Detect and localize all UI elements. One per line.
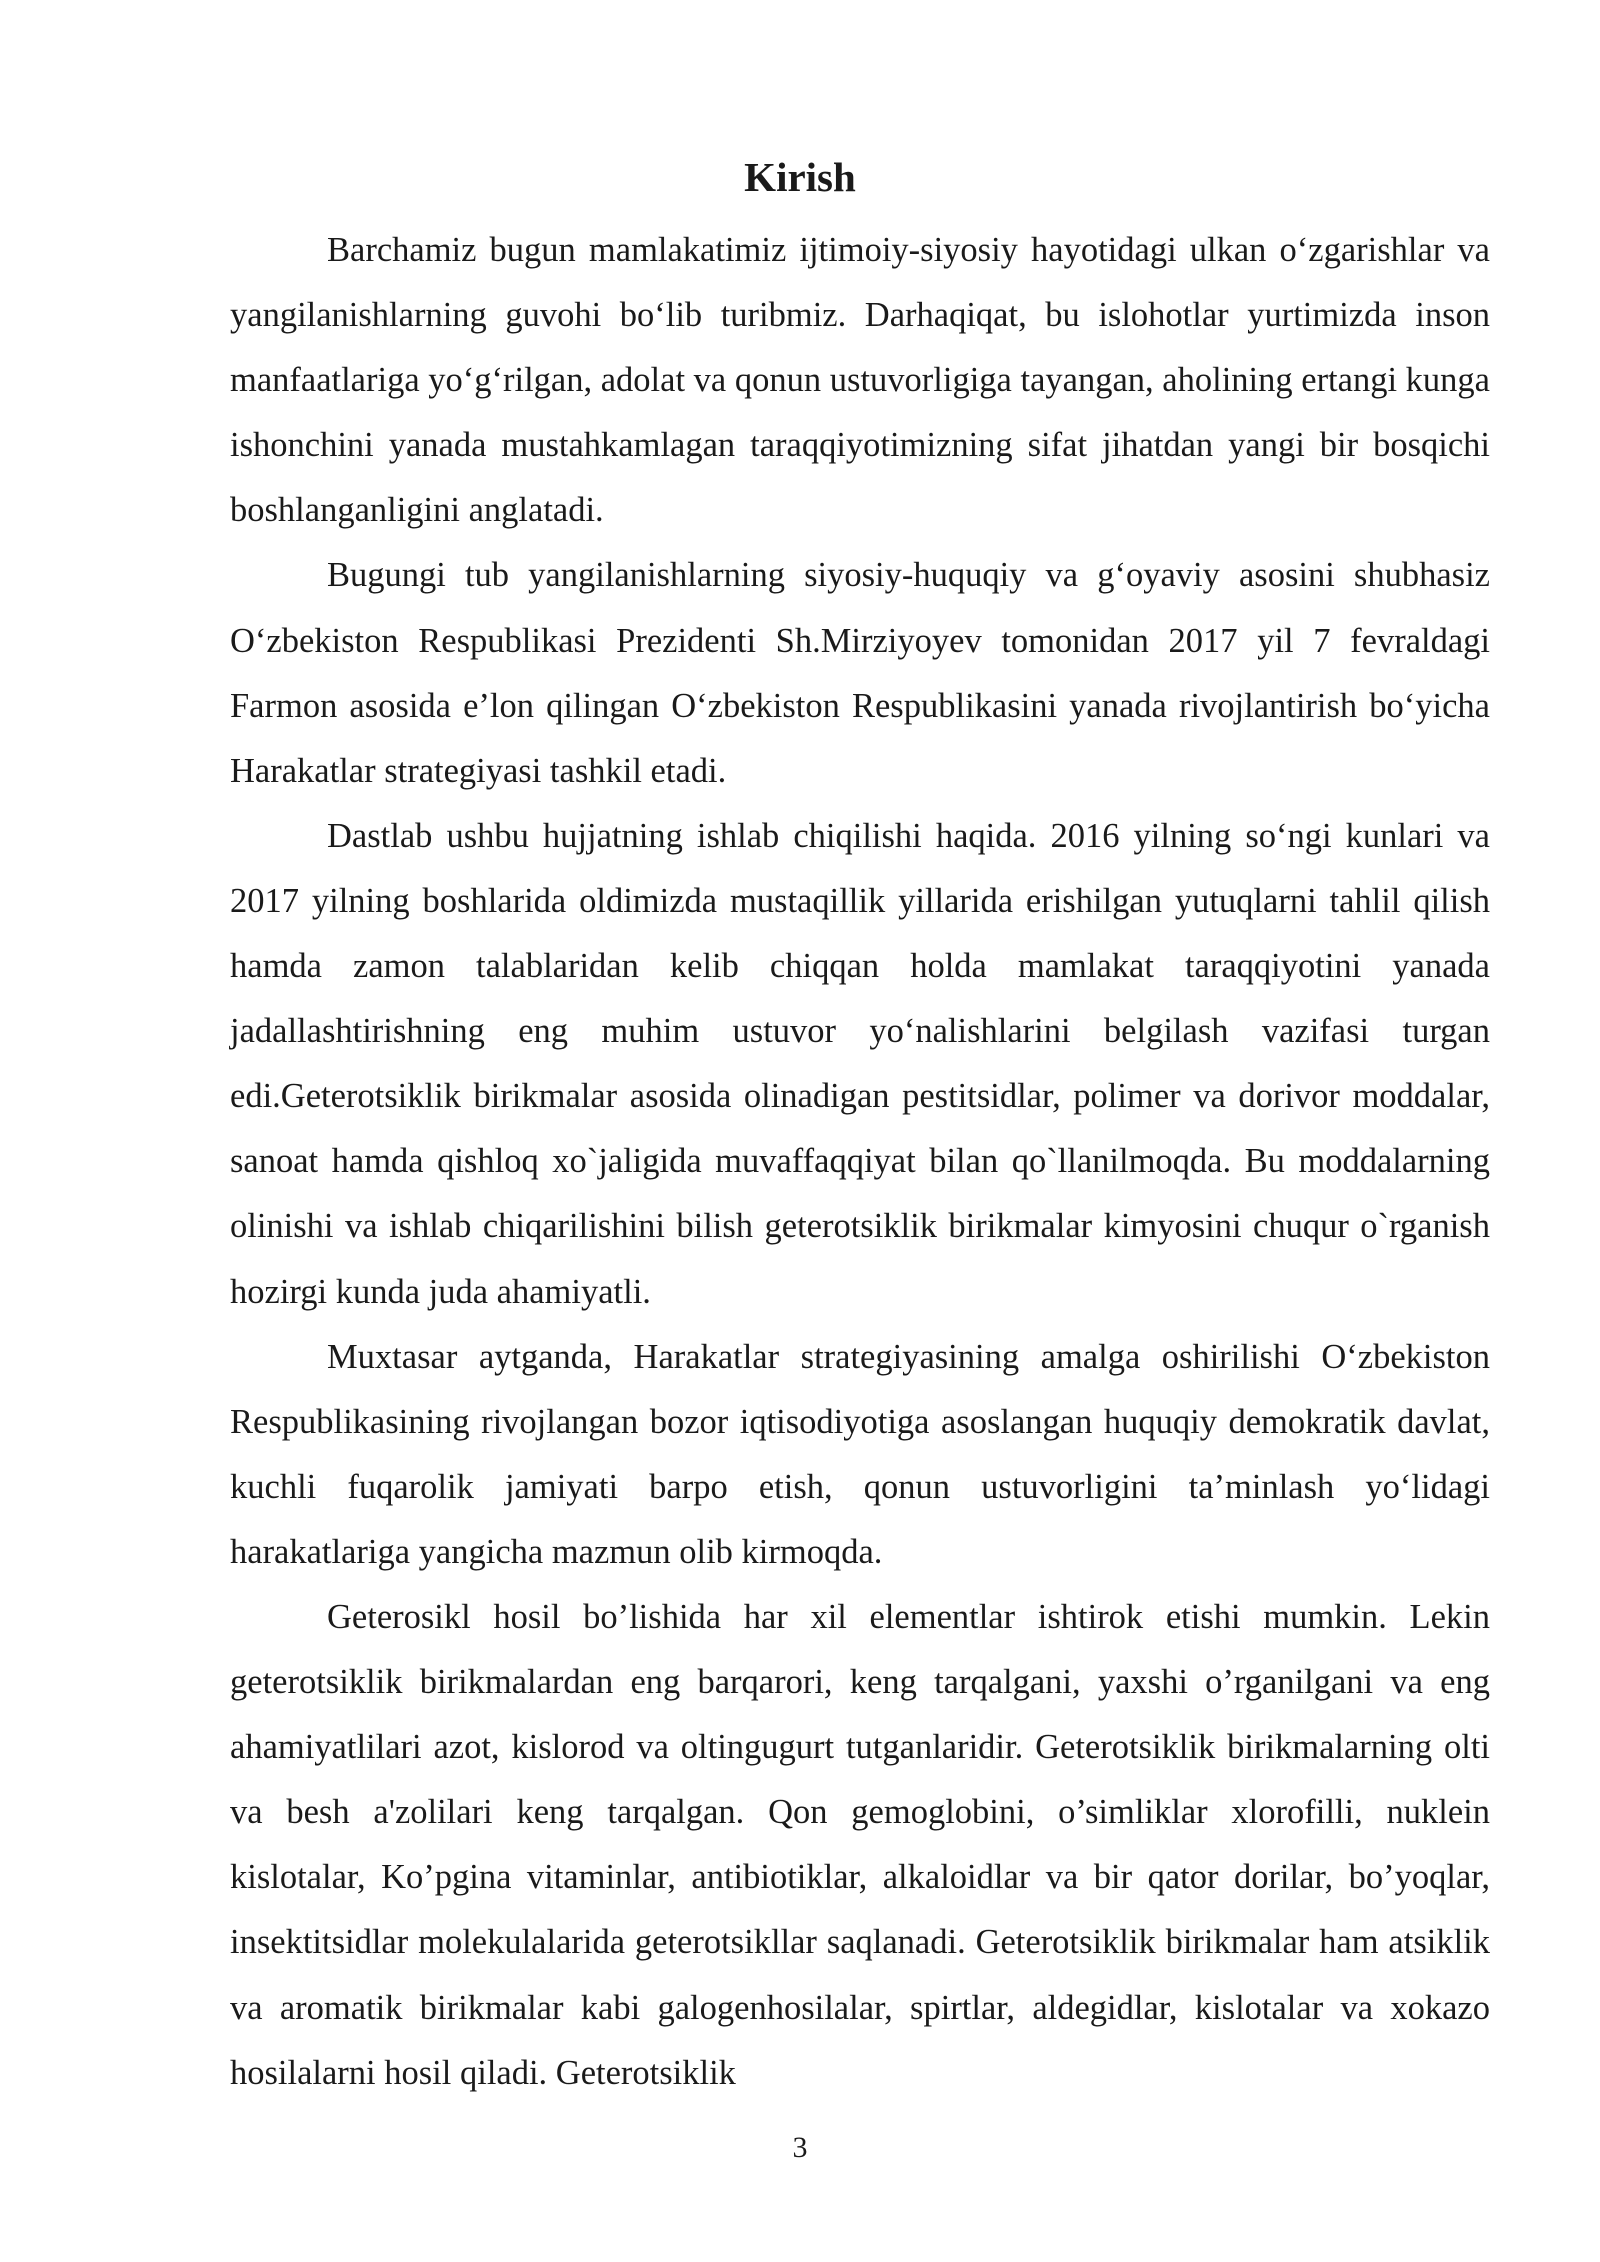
paragraph-1: Barchamiz bugun mamlakatimiz ijtimoiy-siyosiy hayotidagi ulkan o‘zgarishlar va yangilanishlarning guvohi bo‘lib turibmiz. Darhaqiqat, bu islohotlar yurtimizda inson manfaatlariga yo‘g‘rilgan, adolat va qonun ustuvorligiga tayangan, aholining ertangi kunga ishonchini yanada mustahkamlagan taraqqiyotimizning sifat jihatdan yangi bir bosqichi boshlanganligini anglatadi. (230, 231, 1490, 530)
page-number: 3 (792, 2131, 808, 2164)
section-heading: Kirish (744, 154, 856, 200)
paragraph-3: Dastlab ushbu hujjatning ishlab chiqilishi haqida. 2016 yilning so‘ngi kunlari va 2017 yilning boshlarida oldimizda mustaqillik yillarida erishilgan yutuqlarni tahlil qilish hamda zamon talablaridan kelib chiqqan holda mamlakat taraqqiyotini yanada jadallashtirishning eng muhim ustuvor yo‘nalishlarini belgilash vazifasi turgan edi.Geterotsiklik birikmalar asosida olinadigan pestitsidlar, polimer va dorivor moddalar, sanoat hamda qishloq xo`jaligida muvaffaqqiyat bilan qo`llanilmoqda. Bu moddalarning olinishi va ishlab chiqarilishini bilish geterotsiklik birikmalar kimyosini chuqur o`rganish hozirgi kunda juda ahamiyatli. (230, 816, 1490, 1311)
body-text (230, 218, 1490, 2106)
paragraph-5: Geterosikl hosil bo’lishida har xil elementlar ishtirok etishi mumkin. Lekin geterotsiklik birikmalardan eng barqarori, keng tarqalgani, yaxshi o’rganilgani va eng ahamiyatlilari azot, kislorod va oltingugurt tutganlaridir. Geterotsiklik birikmalarning olti va besh a'zolilari keng tarqalgan. Qon gemoglobini, o’simliklar xlorofilli, nuklein kislotalar, Ko’pgina vitaminlar, antibiotiklar, alkaloidlar va bir qator dorilar, bo’yoqlar, insektitsidlar molekulalarida geterotsikllar saqlanadi. Geterotsiklik birikmalar ham atsiklik va aromatik birikmalar kabi galogenhosilalar, spirtlar, aldegidlar, kislotalar va xokazo hosilalarni hosil qiladi. Geterotsiklik (230, 1597, 1490, 2092)
paragraph-2: Bugungi tub yangilanishlarning siyosiy-huquqiy va g‘oyaviy asosini shubhasiz O‘zbekiston Respublikasi Prezidenti Sh.Mirziyoyev tomonidan 2017 yil 7 fevraldagi Farmon asosida e’lon qilingan O‘zbekiston Respublikasini yanada rivojlantirish bo‘yicha Harakatlar strategiyasi tashkil etadi. (230, 556, 1490, 790)
paragraph-4: Muxtasar aytganda, Harakatlar strategiyasining amalga oshirilishi O‘zbekiston Respublikasining rivojlangan bozor iqtisodiyotiga asoslangan huquqiy demokratik davlat, kuchli fuqarolik jamiyati barpo etish, qonun ustuvorligini ta’minlash yo‘lidagi harakatlariga yangicha mazmun olib kirmoqda. (230, 1337, 1490, 1571)
